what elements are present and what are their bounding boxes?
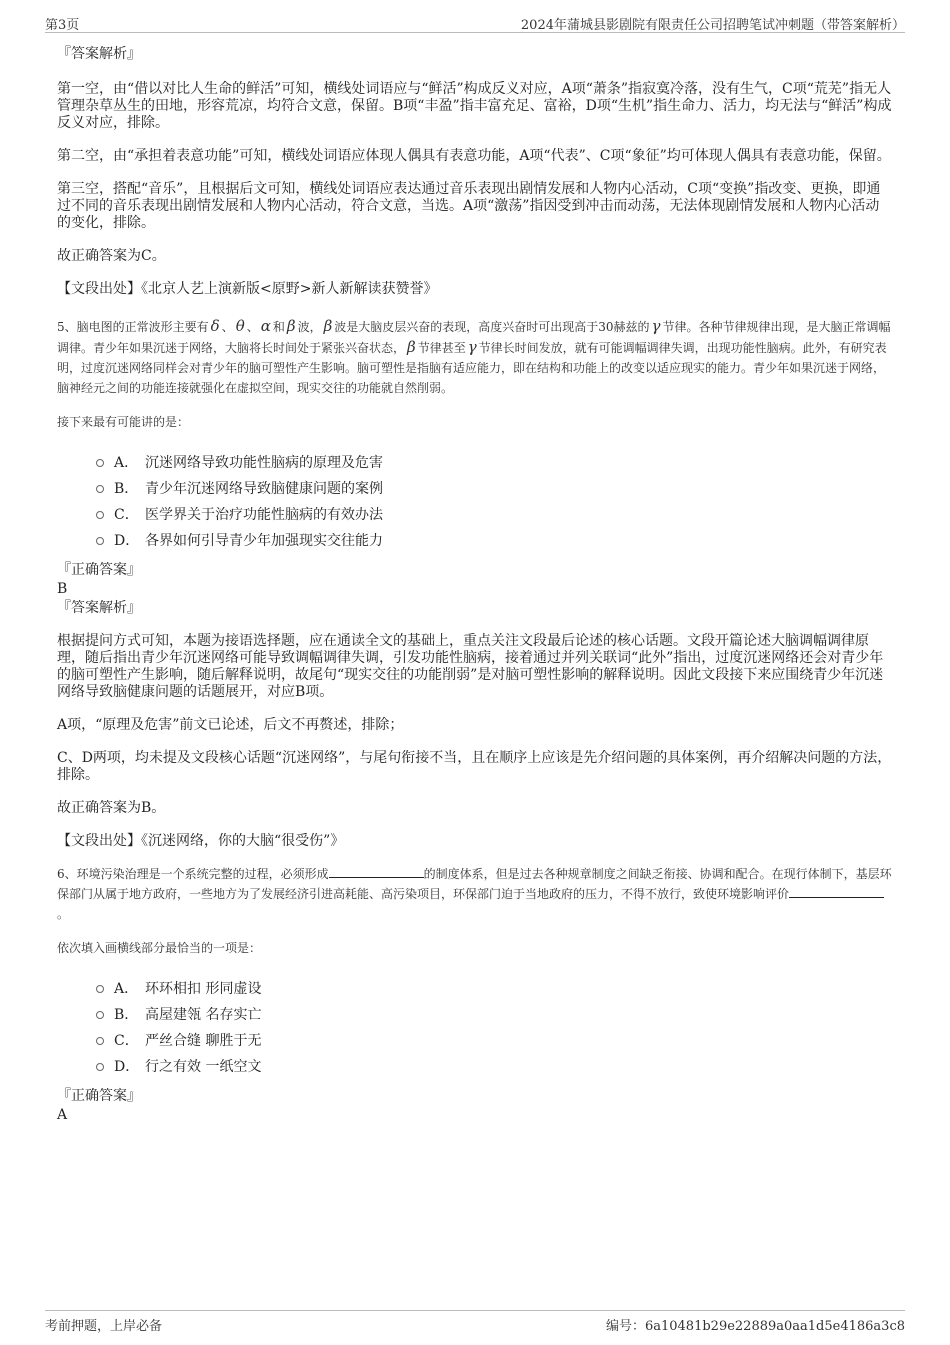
q6-option-a[interactable] <box>57 976 892 1002</box>
q5-option-a[interactable] <box>57 450 892 476</box>
q6-prompt: 依次填入画横线部分最恰当的一项是： <box>57 941 262 955</box>
option-text: 严丝合缝 聊胜于无 <box>145 1033 262 1049</box>
q4-analysis-para3: 第三空，搭配“音乐”，且根据后文可知，横线处词语应表达通过音乐表现出剧情发展和人物内心活动，C项“变换”指改变、更换，即通过不同的音乐表现出剧情发展和人物内心活动，符合文意，当选。A项“激荡”指因受到冲击而动荡，无法体现剧情发展和人物内心活动的变化，排除。 <box>57 181 881 231</box>
radio-button[interactable] <box>96 1037 104 1045</box>
q5-answer: B <box>57 581 68 597</box>
q5-sep1: 、 <box>221 320 234 334</box>
q6-stem-b: 的制度体系，但是过去各种规章制度之间缺乏衔接、协调和配合。在现行体制下，基层环保部门从属于地方政府，一些地方为了发展经济引进高耗能、高污染项目，环保部门迫于当地政府的压力，不得不放行，致使环境影响评价 <box>57 867 892 901</box>
q5-conclusion: 故正确答案为B。 <box>57 800 166 816</box>
option-text: 行之有效 一纸空文 <box>145 1059 262 1075</box>
option-text: 环环相扣 形同虚设 <box>145 981 262 997</box>
q5-stem <box>57 316 892 398</box>
q4-analysis-label: 『答案解析』 <box>57 46 141 62</box>
option-text: 各界如何引导青少年加强现实交往能力 <box>145 533 383 549</box>
q5-option-d[interactable] <box>57 528 892 554</box>
q5-analysis-label: 『答案解析』 <box>57 600 141 616</box>
footer-slogan: 考前押题，上岸必备 <box>45 1319 163 1334</box>
q5-stem-f: 节律长时间发放，就有可能调幅调律失调，出现功能性脑病。此外，有研究表明，过度沉迷网络同样会对青少年的脑可塑性产生影响。脑可塑性是指脑有适应能力，即在结构和功能上的改变以适应现实的能力。青少年如果沉迷于网络，脑神经元之间的功能连接就强化在虚拟空间，现实交往的功能就自然削弱。 <box>57 341 887 395</box>
option-letter: B． <box>114 1007 139 1023</box>
fill-blank <box>329 865 424 878</box>
q5-stem-b: 波， <box>297 320 322 334</box>
q6-stem-a: 6、环境污染治理是一个系统完整的过程，必须形成 <box>57 867 329 881</box>
q4-analysis-para2: 第二空，由“承担着表意功能”可知，横线处词语应体现人偶具有表意功能，A项“代表”、C项“象征”均可体现人偶具有表意功能，保留。 <box>57 148 891 164</box>
greek-delta: δ <box>210 317 220 335</box>
q5-option-c[interactable] <box>57 502 892 528</box>
radio-button[interactable] <box>96 511 104 519</box>
radio-button[interactable] <box>96 1063 104 1071</box>
q6-option-d[interactable] <box>57 1054 892 1080</box>
option-letter: D． <box>114 1059 140 1075</box>
option-text: 青少年沉迷网络导致脑健康问题的案例 <box>145 481 383 497</box>
q5-stem-e: 节律甚至 <box>417 341 466 355</box>
q5-source: 【文段出处】《沉迷网络，你的大脑“很受伤”》 <box>57 833 345 849</box>
q5-and: 和 <box>272 320 285 334</box>
fill-blank <box>789 885 884 898</box>
radio-button[interactable] <box>96 1011 104 1019</box>
page-content <box>57 46 892 1124</box>
radio-button[interactable] <box>96 485 104 493</box>
greek-gamma: γ <box>467 338 477 356</box>
q6-answer-label: 『正确答案』 <box>57 1088 141 1104</box>
q5-answer-label: 『正确答案』 <box>57 562 141 578</box>
option-letter: C． <box>114 1033 139 1049</box>
footer-serial: 编号：6a10481b29e22889a0aa1d5e4186a3c8 <box>605 1319 905 1334</box>
option-letter: D． <box>114 533 140 549</box>
option-letter: A． <box>114 455 139 471</box>
q6-stem-c: 。 <box>57 907 70 921</box>
greek-gamma: γ <box>651 317 661 335</box>
q5-analysis-para1: 根据提问方式可知，本题为接语选择题，应在通读全文的基础上，重点关注文段最后论述的核心话题。文段开篇论述大脑调幅调律原理，随后指出青少年沉迷网络可能导致调幅调律失调，引发功能性脑病，接着通过并列关联词“此外”指出，过度沉迷网络还会对青少年的脑可塑性产生影响，随后解释说明，故尾句“现实交往的功能削弱”是对脑可塑性影响的解释说明。因此文段接下来应围绕青少年沉迷网络导致脑健康问题的话题展开，对应B项。 <box>57 633 884 700</box>
q5-stem-d: 节律。各种节律规律出现，是大脑正常调幅调律。青少年如果沉迷于网络，大脑将长时间处于紧张兴奋状态， <box>57 320 891 355</box>
q6-option-c[interactable] <box>57 1028 892 1054</box>
greek-beta: β <box>407 338 416 356</box>
q5-analysis-para3: C、D两项，均未提及文段核心话题“沉迷网络”，与尾句衔接不当，且在顺序上应该是先介绍问题的具体案例，再介绍解决问题的方法，排除。 <box>57 750 892 783</box>
q4-source: 【文段出处】《北京人艺上演新版<原野>新人新解读获赞誉》 <box>57 281 438 297</box>
page-header <box>45 12 905 33</box>
greek-alpha: α <box>260 317 271 335</box>
greek-beta: β <box>286 317 296 335</box>
q6-answer: A <box>57 1107 68 1123</box>
q5-stem-c: 波是大脑皮层兴奋的表现，高度兴奋时可出现高于30赫兹的 <box>334 320 650 334</box>
option-text: 高屋建瓴 名存实亡 <box>145 1007 262 1023</box>
option-text: 沉迷网络导致功能性脑病的原理及危害 <box>145 455 383 471</box>
q5-prompt: 接下来最有可能讲的是： <box>57 415 190 429</box>
option-letter: A． <box>114 981 139 997</box>
option-letter: C． <box>114 507 139 523</box>
q5-option-b[interactable] <box>57 476 892 502</box>
radio-button[interactable] <box>96 985 104 993</box>
q5-sep2: 、 <box>246 320 259 334</box>
option-letter: B． <box>114 481 139 497</box>
q5-options <box>57 450 892 554</box>
q6-stem <box>57 864 892 924</box>
option-text: 医学界关于治疗功能性脑病的有效办法 <box>145 507 383 523</box>
page-number: 第3页 <box>45 18 80 33</box>
greek-theta: θ <box>235 317 245 335</box>
q5-stem-a: 5、脑电图的正常波形主要有 <box>57 320 209 334</box>
q5-analysis-para2: A项，“原理及危害”前文已论述，后文不再赘述，排除； <box>57 717 404 733</box>
document-title: 2024年蒲城县影剧院有限责任公司招聘笔试冲刺题（带答案解析） <box>520 18 905 33</box>
q4-analysis-para1: 第一空，由“借以对比人生命的鲜活”可知，横线处词语应与“鲜活”构成反义对应，A项“萧条”指寂寞冷落，没有生气，C项“荒芜”指无人管理杂草丛生的田地，形容荒凉，均符合文意，保留。B项“丰盈”指丰富充足、富裕，D项“生机”指生命力、活力，均无法与“鲜活”构成反义对应，排除。 <box>57 81 892 131</box>
q6-option-b[interactable] <box>57 1002 892 1028</box>
radio-button[interactable] <box>96 459 104 467</box>
radio-button[interactable] <box>96 537 104 545</box>
page-footer <box>45 1310 905 1335</box>
greek-beta: β <box>323 317 333 335</box>
q4-conclusion: 故正确答案为C。 <box>57 248 166 264</box>
q6-options <box>57 976 892 1080</box>
